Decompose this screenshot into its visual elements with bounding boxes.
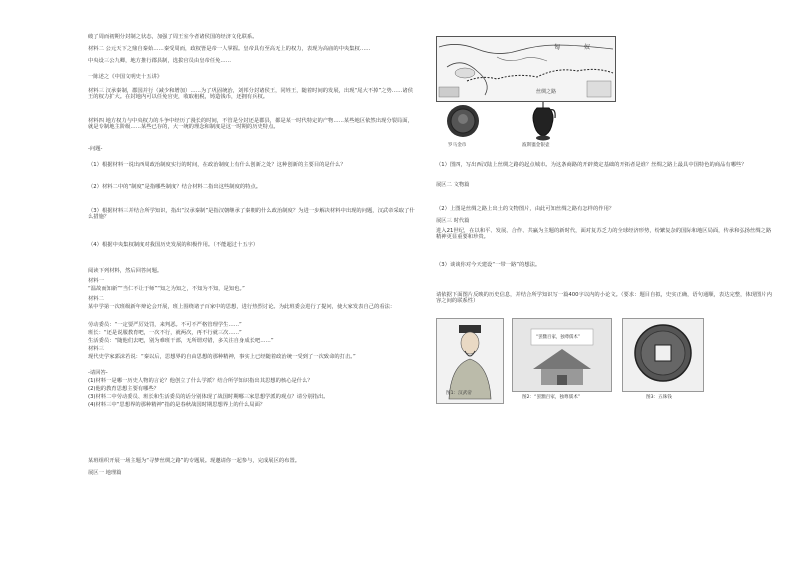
text-line: （1）根据材料一说出西周政治制度实行的时间，在政治制度上有什么创新之处？这种创新的主要目的是什么？ xyxy=(88,162,346,168)
text-line: 中央设三公九卿，地方推行郡县制，选拔官员由皇帝任免…… xyxy=(88,58,232,64)
text-line: 请依据下面图片反映的历史信息，并结合所学知识写一篇400字以内的小论文。（要求：题目自拟，史实正确，语句通顺，表达完整，体现图片内容之间的联系性） xyxy=(436,292,772,304)
text-line: -问题- xyxy=(88,146,103,152)
text-line: -请回答- xyxy=(88,370,108,376)
text-line: 破了周而初期分封制之状态，加强了周王室今者诸侯国的经济文化联系。 xyxy=(88,34,258,40)
text-line: （1）图四，写出西汉陆上丝绸之路的起点城市。为这条商路的开辟奠定基础的开拓者是谁？丝绸之路上最具中国特色的商品有哪些？ xyxy=(436,162,747,168)
text-line: (4)材料三中“思想界的那种精神”指的是春秋战国时期思想界上的什么局面？ xyxy=(88,402,266,408)
photo-wuzhu-coin xyxy=(622,318,704,392)
text-line: 一陈述之《中国文明史十五讲》 xyxy=(88,74,163,80)
text-line: 材料二 公元天下之鼎自秦始……秦受周而，政权皆是帝一人掌握。皇帝具有至高无上的权力，表现为高庙的中央集权…… xyxy=(88,46,371,52)
text-line: 材料二 xyxy=(88,296,104,302)
text-line: (2)他的教育思想主要有哪些？ xyxy=(88,386,160,392)
text-line: 劳动委员：“一定要严厉处罚，来判恶。不可不严格管理学生……” xyxy=(88,322,242,328)
text-line: 阅读下列材料，然后回答问题。 xyxy=(88,268,163,274)
text-line: 材料三 汉承秦制，郡国并行（减少和增加）……为了巩固统治，刘邦分封诸侯王，同姓王，随着时间的发展，出现“尾大不掉”之势……诸侯王的权力扩大。在封地内可以任免官吏，收取租税，铸造钱币，还拥有兵权。 xyxy=(88,88,413,100)
photo-caption-1: 图1：汉武帝 xyxy=(446,391,472,396)
text-line: “温故而知新”“当仁不让于师”“知之为知之，不知为不知，是知也。” xyxy=(88,286,245,292)
photo-inscription: “罢黜百家，独尊儒术” xyxy=(536,335,581,340)
text-line: 材料三 xyxy=(88,346,104,352)
roman-coin-image xyxy=(446,104,480,138)
text-line: 班长：“还是说服教育吧，一次不行，就两次，再不行就三次……” xyxy=(88,330,242,336)
text-line: （3）谈谈你对今天建设“一带一路”的想法。 xyxy=(436,262,541,268)
artifact-caption-coin: 罗马金币 xyxy=(448,143,467,148)
text-line: 某中学第一次班级新年辩论会开展，班上围绕诸子百家中的思想，进行热烈讨论。为此班委会进行了提问，使大家发表自己的看法： xyxy=(88,304,396,310)
text-line: 材料一 xyxy=(88,278,104,284)
text-line: 展区一 地理篇 xyxy=(88,470,122,476)
text-line: （2）上图是丝绸之路上出土的文物图片，由此可知丝绸之路有怎样的作用？ xyxy=(436,206,615,212)
text-line: (1)材料一是哪一历史人物的言论？他创立了什么学派？结合所学知识指出其思想的核心是什么？ xyxy=(88,378,313,384)
text-line: 材料四 地方权力与中央权力的斗争中经历了漫长的时间，不管是分封还是郡县，都是某一时代特定的产物……某些地区依然出现分裂局面，就是专制地主阶级……某些已存的，大一统的理念和制度是这一时期的历史特点。 xyxy=(88,118,413,130)
map-label-region2: 奴 xyxy=(584,44,591,51)
artifact-caption-pot: 波斯鎏金银壶 xyxy=(522,143,550,148)
persian-pot-image xyxy=(528,100,558,142)
text-line: （2）材料二中的“制度”是指哪些制度？结合材料二指出这些制度的特点。 xyxy=(88,184,262,190)
text-line: 现代史学家郭沫若说：“秦以后，思想界的自由思想的那种精神，事实上已经随着政治统一受到了一次致命的打击。” xyxy=(88,354,356,360)
text-line: 展区三 时代篇 xyxy=(436,218,470,224)
map-legend: 丝绸之路 xyxy=(536,89,557,95)
text-line: 展区二 文物篇 xyxy=(436,182,470,188)
text-line: 生活委员：“随他们去吧，别为难班干部，无所谓对错，多关注自身成长吧……” xyxy=(88,338,274,344)
text-line: 某班组织开展一场主题为“寻梦丝绸之路”的专题展。现邀请你一起参与，完成展区的布置。 xyxy=(88,458,301,464)
text-line: （3）根据材料三并结合所学知识，指出“汉承秦制”是指汉朝继承了秦朝的什么政治制度？为进一步解决材料中出现的问题，汉武帝采取了什么措施？ xyxy=(88,208,415,220)
coin-illustration xyxy=(623,319,703,391)
map-label-region: 匈 xyxy=(554,44,561,51)
text-line: 进入21世纪，在以和平、发展、合作、共赢为主题的新时代，面对复苏乏力的全球经济形势，纷繁复杂的国际和地区局面，传承和弘扬丝绸之路精神更显重要和珍贵。 xyxy=(436,228,772,240)
photo-confucianism xyxy=(512,318,612,392)
photo-caption-2: 图2：“罢黜百家，独尊儒术” xyxy=(522,395,581,400)
text-line: (3)材料二中劳动委员、班长和生活委员的话分别体现了战国时期哪三家思想学派的观点？请分别指出。 xyxy=(88,394,329,400)
temple-illustration xyxy=(513,319,611,391)
photo-caption-3: 图3：五铢钱 xyxy=(646,395,672,400)
text-line: （4）根据中央集权制度对我国历史发展的积极作用。（不能超过十五字） xyxy=(88,242,259,248)
